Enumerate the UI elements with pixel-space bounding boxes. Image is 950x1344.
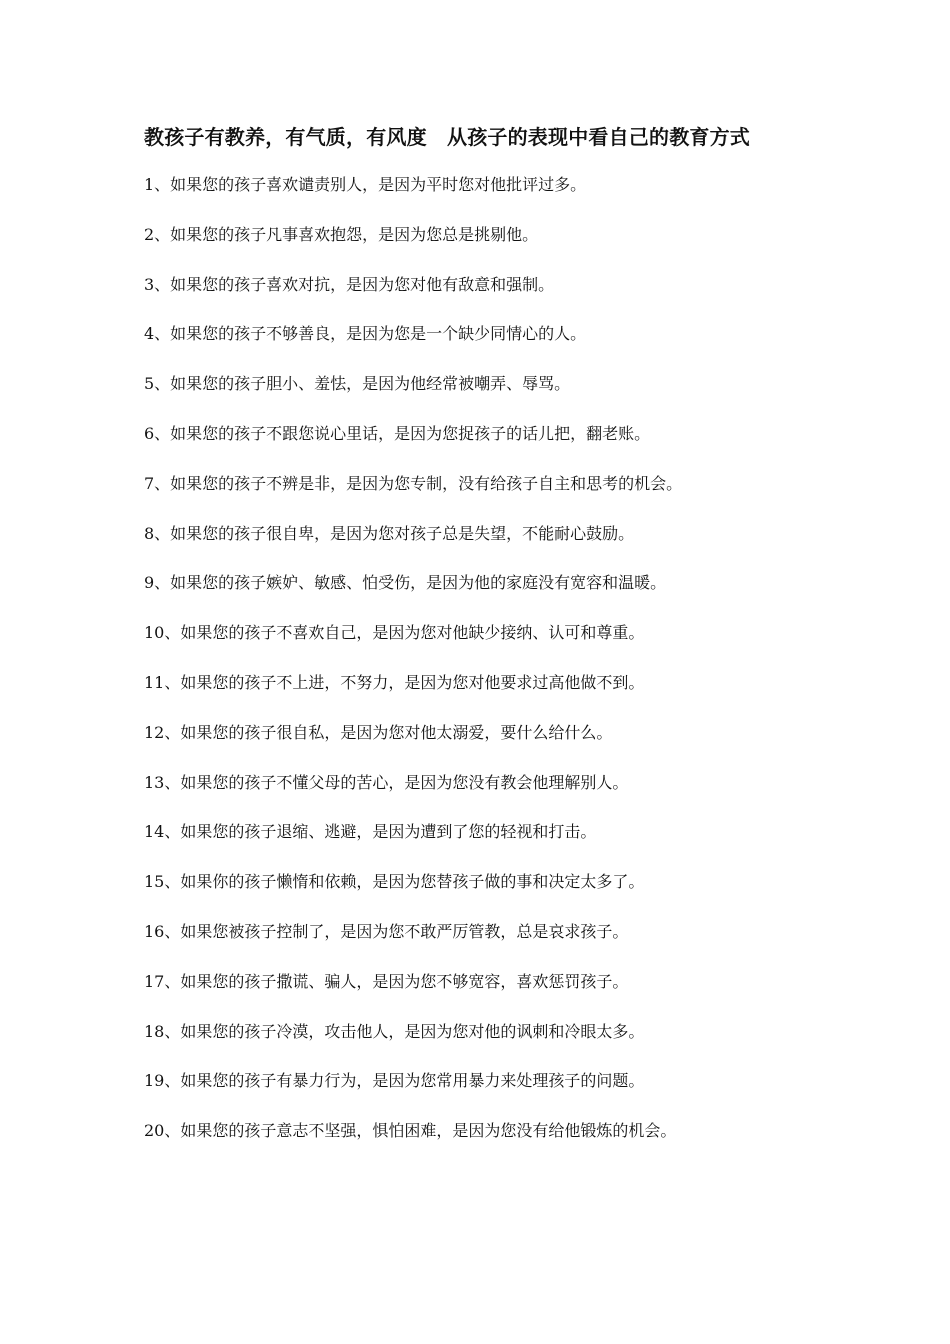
list-item: 4、如果您的孩子不够善良，是因为您是一个缺少同情心的人。: [144, 324, 587, 344]
list-item: 18、如果您的孩子冷漠，攻击他人，是因为您对他的讽刺和冷眼太多。: [144, 1021, 645, 1041]
list-item: 13、如果您的孩子不懂父母的苦心，是因为您没有教会他理解别人。: [144, 772, 629, 792]
list-item: 15、如果你的孩子懒惰和依赖，是因为您替孩子做的事和决定太多了。: [144, 872, 645, 892]
list-item: 1、如果您的孩子喜欢谴责别人，是因为平时您对他批评过多。: [144, 175, 587, 194]
advice-list: [144, 170, 864, 1166]
list-item: 2、如果您的孩子凡事喜欢抱怨，是因为您总是挑剔他。: [144, 224, 539, 244]
document-title: 教孩子有教养，有气质，有风度 从孩子的表现中看自己的教育方式: [144, 125, 750, 149]
list-item: 17、如果您的孩子撒谎、骗人，是因为您不够宽容，喜欢惩罚孩子。: [144, 971, 629, 991]
list-item: 9、如果您的孩子嫉妒、敏感、怕受伤，是因为他的家庭没有宽容和温暖。: [144, 573, 667, 593]
list-item: 14、如果您的孩子退缩、逃避，是因为遭到了您的轻视和打击。: [144, 822, 597, 842]
list-item: 12、如果您的孩子很自私，是因为您对他太溺爱，要什么给什么。: [144, 722, 613, 742]
list-item: 8、如果您的孩子很自卑，是因为您对孩子总是失望，不能耐心鼓励。: [144, 523, 635, 543]
list-item: 16、如果您被孩子控制了，是因为您不敢严厉管教，总是哀求孩子。: [144, 921, 629, 941]
list-item: 3、如果您的孩子喜欢对抗，是因为您对他有敌意和强制。: [144, 274, 555, 294]
list-item: 6、如果您的孩子不跟您说心里话，是因为您捉孩子的话儿把，翻老账。: [144, 423, 651, 443]
list-item: 20、如果您的孩子意志不坚强，惧怕困难，是因为您没有给他锻炼的机会。: [144, 1121, 677, 1141]
list-item: 19、如果您的孩子有暴力行为，是因为您常用暴力来处理孩子的问题。: [144, 1071, 645, 1091]
list-item: 7、如果您的孩子不辨是非，是因为您专制，没有给孩子自主和思考的机会。: [144, 473, 683, 493]
list-item: 5、如果您的孩子胆小、羞怯，是因为他经常被嘲弄、辱骂。: [144, 374, 571, 394]
list-item: 11、如果您的孩子不上进，不努力，是因为您对他要求过高他做不到。: [144, 672, 645, 692]
list-item: 10、如果您的孩子不喜欢自己，是因为您对他缺少接纳、认可和尊重。: [144, 623, 645, 643]
